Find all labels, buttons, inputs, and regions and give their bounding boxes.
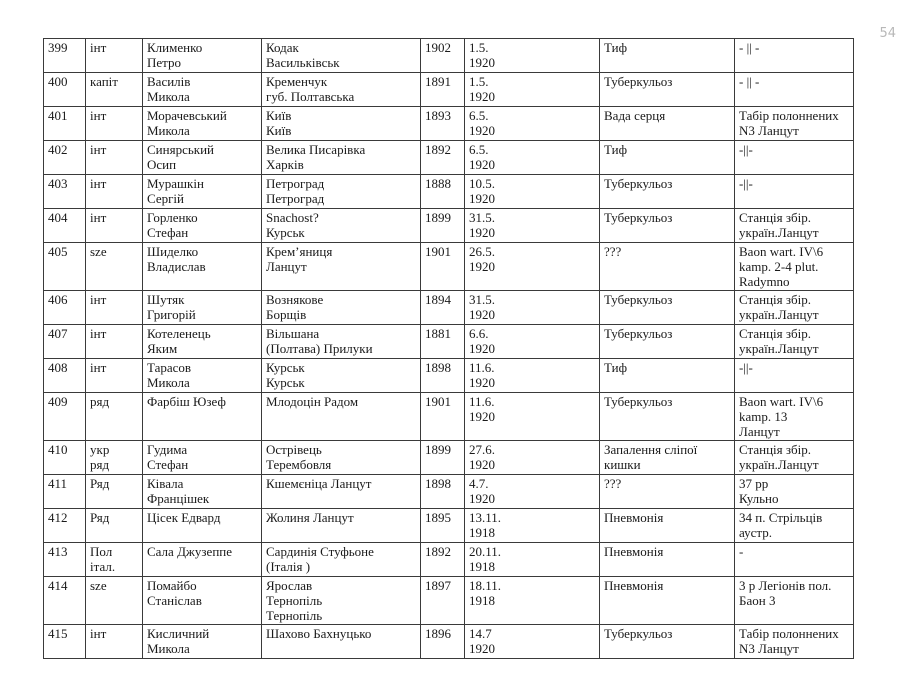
- cell-birthplace: Сардинія Стуфьоне (Італія ): [262, 543, 421, 577]
- cell-number: 403: [44, 175, 86, 209]
- cell-birthplace: Млодоцін Радом: [262, 393, 421, 441]
- cell-name: Горленко Стефан: [143, 209, 262, 243]
- cell-death-date: 20.11. 1918: [465, 543, 600, 577]
- cell-birth-year: 1898: [421, 359, 465, 393]
- cell-cause: Туберкульоз: [600, 209, 735, 243]
- cell-cause: Пневмонія: [600, 509, 735, 543]
- cell-rank: Пол італ.: [86, 543, 143, 577]
- cell-number: 415: [44, 625, 86, 659]
- cell-death-date: 1.5. 1920: [465, 73, 600, 107]
- table-row: [44, 625, 854, 659]
- cell-rank: sze: [86, 243, 143, 291]
- cell-birth-year: 1902: [421, 39, 465, 73]
- cell-cause: Туберкульоз: [600, 73, 735, 107]
- cell-name: Фарбіш Юзеф: [143, 393, 262, 441]
- cell-number: 406: [44, 291, 86, 325]
- cell-birth-year: 1892: [421, 141, 465, 175]
- cell-name: Цісек Едвард: [143, 509, 262, 543]
- cell-birthplace: Кодак Васильківськ: [262, 39, 421, 73]
- cell-birthplace: Курськ Курськ: [262, 359, 421, 393]
- table-row: [44, 243, 854, 291]
- table-row: [44, 141, 854, 175]
- cell-unit: Станція збір. україн.Ланцут: [735, 325, 854, 359]
- cell-unit: Станція збір. україн.Ланцут: [735, 291, 854, 325]
- cell-unit: -||-: [735, 359, 854, 393]
- cell-cause: ???: [600, 475, 735, 509]
- cell-birth-year: 1897: [421, 577, 465, 625]
- cell-cause: Туберкульоз: [600, 291, 735, 325]
- cell-cause: Тиф: [600, 141, 735, 175]
- cell-death-date: 6.6. 1920: [465, 325, 600, 359]
- cell-name: Гудима Стефан: [143, 441, 262, 475]
- cell-death-date: 1.5. 1920: [465, 39, 600, 73]
- cell-rank: Ряд: [86, 475, 143, 509]
- cell-death-date: 31.5. 1920: [465, 291, 600, 325]
- table-row: [44, 475, 854, 509]
- cell-rank: інт: [86, 107, 143, 141]
- table-row: [44, 175, 854, 209]
- cell-unit: - || -: [735, 39, 854, 73]
- cell-death-date: 26.5. 1920: [465, 243, 600, 291]
- cell-name: Котеленець Яким: [143, 325, 262, 359]
- cell-number: 408: [44, 359, 86, 393]
- cell-death-date: 27.6. 1920: [465, 441, 600, 475]
- cell-number: 410: [44, 441, 86, 475]
- cell-birthplace: Ярослав Тернопіль Тернопіль: [262, 577, 421, 625]
- cell-rank: інт: [86, 625, 143, 659]
- cell-birth-year: 1899: [421, 441, 465, 475]
- cell-unit: Baon wart. IV\6 kamp. 13 Ланцут: [735, 393, 854, 441]
- table-row: [44, 39, 854, 73]
- cell-unit: -: [735, 543, 854, 577]
- cell-birthplace: Вознякове Борщів: [262, 291, 421, 325]
- cell-birth-year: 1895: [421, 509, 465, 543]
- cell-birth-year: 1893: [421, 107, 465, 141]
- cell-number: 404: [44, 209, 86, 243]
- cell-birth-year: 1898: [421, 475, 465, 509]
- burial-records-table: [43, 38, 854, 659]
- cell-unit: 37 pp Кульно: [735, 475, 854, 509]
- cell-number: 411: [44, 475, 86, 509]
- cell-death-date: 10.5. 1920: [465, 175, 600, 209]
- cell-birthplace: Київ Київ: [262, 107, 421, 141]
- cell-number: 401: [44, 107, 86, 141]
- table-row: [44, 107, 854, 141]
- cell-birthplace: Крем’яниця Ланцут: [262, 243, 421, 291]
- cell-birthplace: Кременчук губ. Полтавська: [262, 73, 421, 107]
- cell-death-date: 31.5. 1920: [465, 209, 600, 243]
- cell-name: Кисличний Микола: [143, 625, 262, 659]
- cell-unit: 3 р Легіонів пол. Баон 3: [735, 577, 854, 625]
- cell-rank: ряд: [86, 393, 143, 441]
- cell-birth-year: 1892: [421, 543, 465, 577]
- cell-cause: Туберкульоз: [600, 175, 735, 209]
- cell-unit: Табір полоннених N3 Ланцут: [735, 107, 854, 141]
- cell-rank: інт: [86, 175, 143, 209]
- cell-birthplace: Кшемєніца Ланцут: [262, 475, 421, 509]
- cell-name: Морачевський Микола: [143, 107, 262, 141]
- cell-birth-year: 1896: [421, 625, 465, 659]
- cell-death-date: 4.7. 1920: [465, 475, 600, 509]
- cell-number: 407: [44, 325, 86, 359]
- cell-rank: капіт: [86, 73, 143, 107]
- cell-rank: укр ряд: [86, 441, 143, 475]
- cell-name: Синярський Осип: [143, 141, 262, 175]
- table-row: [44, 577, 854, 625]
- cell-number: 413: [44, 543, 86, 577]
- cell-birth-year: 1891: [421, 73, 465, 107]
- cell-birth-year: 1881: [421, 325, 465, 359]
- cell-unit: -||-: [735, 175, 854, 209]
- cell-rank: інт: [86, 359, 143, 393]
- cell-rank: інт: [86, 325, 143, 359]
- cell-unit: Baon wart. IV\6 kamp. 2-4 plut. Radymno: [735, 243, 854, 291]
- table-row: [44, 543, 854, 577]
- cell-number: 405: [44, 243, 86, 291]
- cell-rank: інт: [86, 141, 143, 175]
- table-row: [44, 359, 854, 393]
- cell-death-date: 11.6. 1920: [465, 359, 600, 393]
- cell-rank: sze: [86, 577, 143, 625]
- cell-cause: Запалення сліпої кишки: [600, 441, 735, 475]
- table-row: [44, 509, 854, 543]
- cell-number: 399: [44, 39, 86, 73]
- cell-cause: ???: [600, 243, 735, 291]
- cell-death-date: 18.11. 1918: [465, 577, 600, 625]
- cell-rank: Ряд: [86, 509, 143, 543]
- cell-cause: Туберкульоз: [600, 625, 735, 659]
- cell-unit: - || -: [735, 73, 854, 107]
- cell-birthplace: Жолиня Ланцут: [262, 509, 421, 543]
- cell-cause: Тиф: [600, 359, 735, 393]
- table-row: [44, 393, 854, 441]
- table-row: [44, 73, 854, 107]
- cell-name: Мурашкін Сергій: [143, 175, 262, 209]
- cell-cause: Туберкульоз: [600, 325, 735, 359]
- cell-name: Помайбо Станіслав: [143, 577, 262, 625]
- table-body: [44, 39, 854, 659]
- cell-cause: Пневмонія: [600, 543, 735, 577]
- cell-birthplace: Острівець Терембовля: [262, 441, 421, 475]
- cell-name: Тарасов Микола: [143, 359, 262, 393]
- cell-birthplace: Snachost? Курськ: [262, 209, 421, 243]
- cell-death-date: 6.5. 1920: [465, 107, 600, 141]
- page-number: 54: [879, 26, 896, 41]
- cell-unit: 34 п. Стрільців аустр.: [735, 509, 854, 543]
- cell-death-date: 6.5. 1920: [465, 141, 600, 175]
- cell-number: 400: [44, 73, 86, 107]
- cell-birth-year: 1901: [421, 243, 465, 291]
- cell-unit: Станція збір. україн.Ланцут: [735, 441, 854, 475]
- cell-name: Шиделко Владислав: [143, 243, 262, 291]
- cell-cause: Вада серця: [600, 107, 735, 141]
- cell-cause: Тиф: [600, 39, 735, 73]
- cell-birth-year: 1901: [421, 393, 465, 441]
- cell-birthplace: Велика Писарівка Харків: [262, 141, 421, 175]
- table-row: [44, 325, 854, 359]
- table-row: [44, 209, 854, 243]
- cell-birthplace: Петроград Петроград: [262, 175, 421, 209]
- cell-name: Шутяк Григорій: [143, 291, 262, 325]
- cell-birth-year: 1894: [421, 291, 465, 325]
- cell-death-date: 11.6. 1920: [465, 393, 600, 441]
- cell-name: Василів Микола: [143, 73, 262, 107]
- cell-birthplace: Шахово Бахнуцько: [262, 625, 421, 659]
- cell-rank: інт: [86, 291, 143, 325]
- cell-name: Сала Джузеппе: [143, 543, 262, 577]
- table-row: [44, 291, 854, 325]
- cell-death-date: 14.7 1920: [465, 625, 600, 659]
- cell-name: Ківала Францішек: [143, 475, 262, 509]
- cell-name: Клименко Петро: [143, 39, 262, 73]
- cell-birthplace: Вільшана (Полтава) Прилуки: [262, 325, 421, 359]
- cell-birth-year: 1899: [421, 209, 465, 243]
- cell-number: 412: [44, 509, 86, 543]
- cell-rank: інт: [86, 39, 143, 73]
- cell-unit: -||-: [735, 141, 854, 175]
- cell-cause: Туберкульоз: [600, 393, 735, 441]
- cell-number: 402: [44, 141, 86, 175]
- cell-cause: Пневмонія: [600, 577, 735, 625]
- cell-unit: Табір полоннених N3 Ланцут: [735, 625, 854, 659]
- cell-number: 414: [44, 577, 86, 625]
- cell-unit: Станція збір. україн.Ланцут: [735, 209, 854, 243]
- table-row: [44, 441, 854, 475]
- cell-rank: інт: [86, 209, 143, 243]
- cell-number: 409: [44, 393, 86, 441]
- cell-death-date: 13.11. 1918: [465, 509, 600, 543]
- cell-birth-year: 1888: [421, 175, 465, 209]
